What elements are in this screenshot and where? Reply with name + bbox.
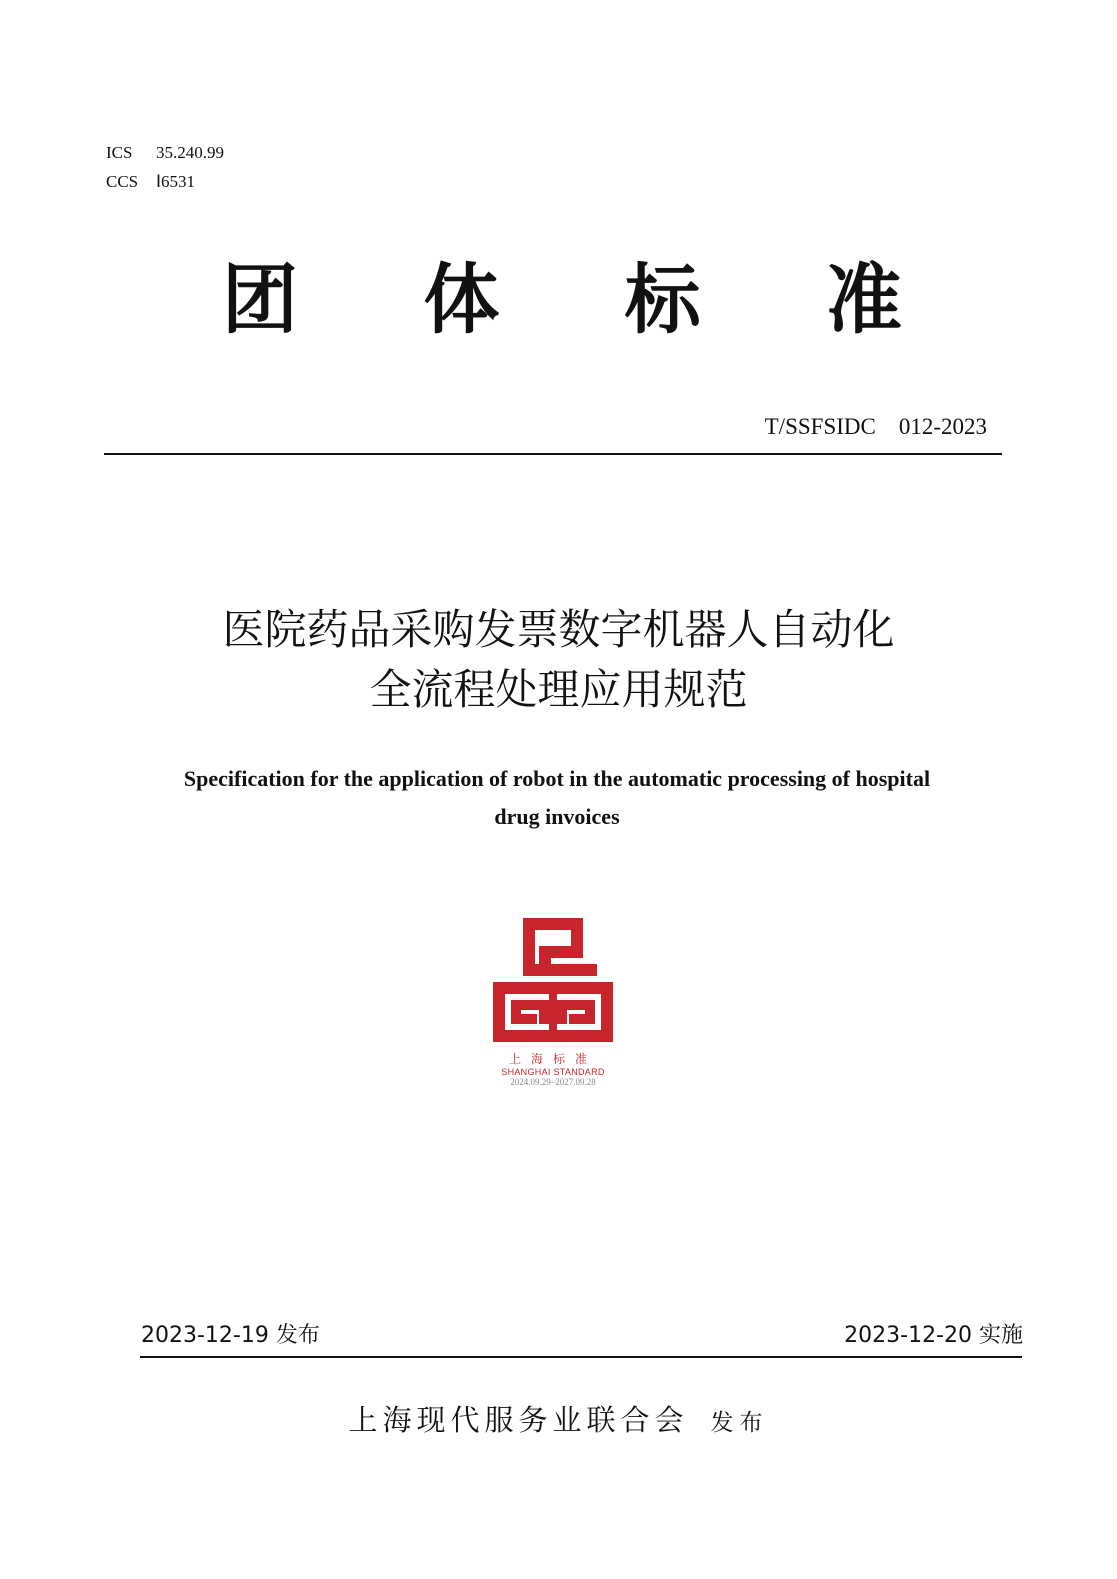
footer-divider xyxy=(140,1356,1022,1358)
ics-label: ICS xyxy=(106,143,133,162)
ccs-row xyxy=(106,167,224,196)
classification-codes xyxy=(106,138,224,196)
doc-type-char: 体 xyxy=(423,255,500,344)
ccs-value: Ⅰ6531 xyxy=(156,172,196,191)
doc-type-char: 团 xyxy=(222,255,298,344)
doc-type-char: 准 xyxy=(825,255,902,344)
ics-value: 35.240.99 xyxy=(156,143,224,162)
doc-type-char: 标 xyxy=(624,255,701,344)
logo-name-en: SHANGHAI STANDARD xyxy=(501,1067,605,1077)
logo-name-cn: 上海标准 xyxy=(508,1052,597,1066)
chinese-title xyxy=(0,600,1117,720)
header-divider xyxy=(104,453,1002,455)
publish-date: 2023-12-19 发布 xyxy=(141,1323,320,1348)
shanghai-standard-logo xyxy=(491,918,615,1087)
chinese-title-line: 全流程处理应用规范 xyxy=(369,665,748,714)
logo-validity: 2024.09.29–2027.09.28 xyxy=(510,1077,596,1087)
publisher-action: 发布 xyxy=(710,1410,769,1436)
chinese-title-line: 医院药品采购发票数字机器人自动化 xyxy=(222,605,895,654)
publisher xyxy=(0,1398,1117,1439)
english-title-line: Specification for the application of robot in the automatic processing of hospital xyxy=(183,766,931,791)
standard-number: T/SSFSIDC 012-2023 xyxy=(764,414,987,439)
english-title-line: drug invoices xyxy=(494,804,620,829)
english-title xyxy=(100,760,1014,836)
implement-date: 2023-12-20 实施 xyxy=(844,1323,1023,1348)
ics-row xyxy=(106,138,224,167)
logo-caption xyxy=(491,1050,615,1087)
ccs-label: CCS xyxy=(106,172,139,191)
publisher-organization: 上海现代服务业联合会 xyxy=(348,1403,689,1437)
shanghai-standard-emblem-icon xyxy=(491,918,615,1042)
document-type-heading xyxy=(222,255,902,345)
